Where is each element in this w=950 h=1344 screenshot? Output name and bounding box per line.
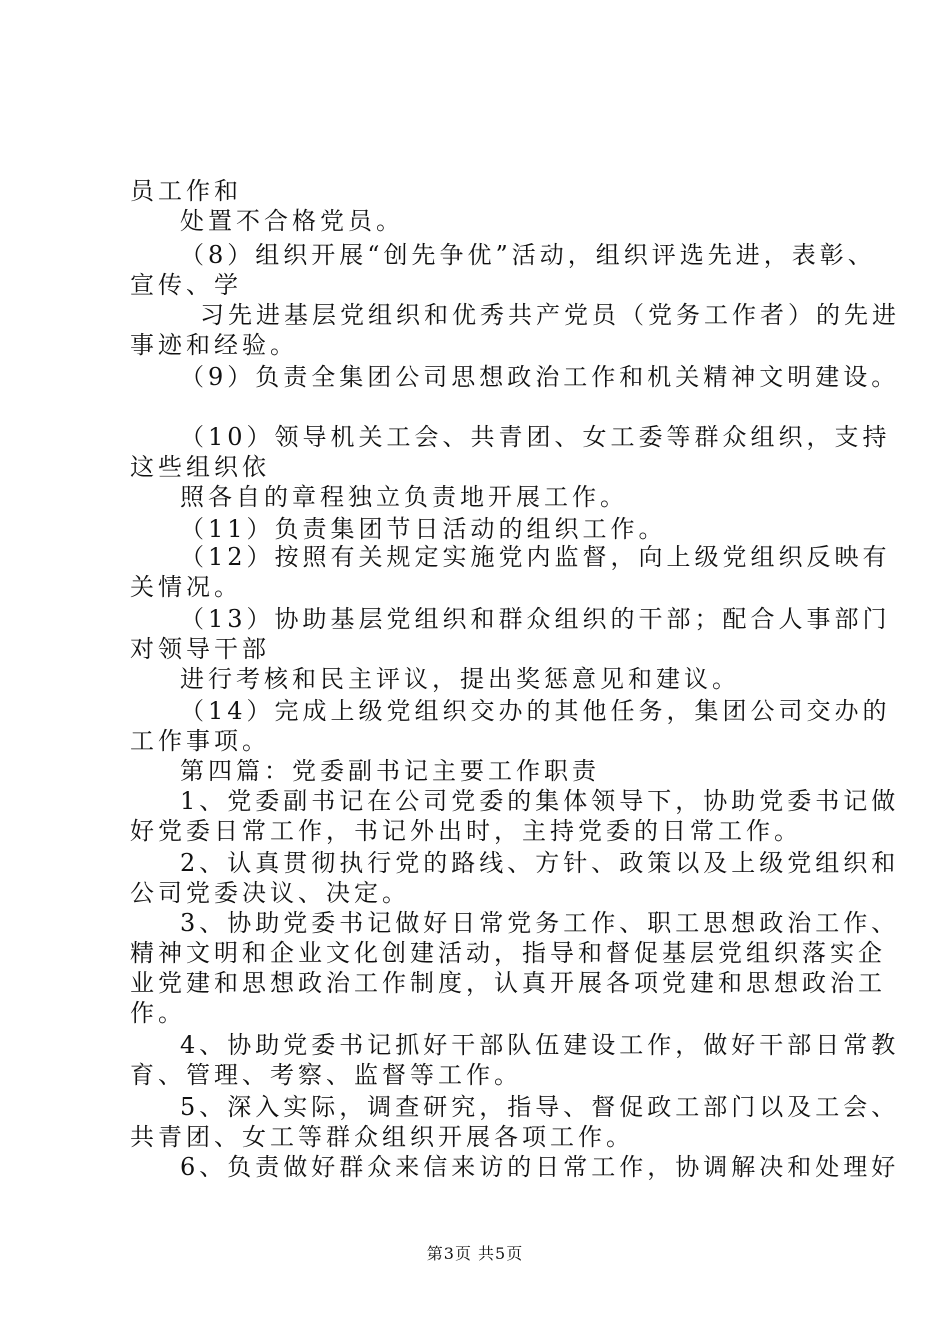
- text-line: 5、深入实际，调查研究，指导、督促政工部门以及工会、: [180, 1093, 900, 1121]
- text-line: （11）负责集团节日活动的组织工作。: [180, 515, 667, 543]
- text-line: （14）完成上级党组织交办的其他任务，集团公司交办的: [180, 697, 891, 725]
- text-line: 6、负责做好群众来信来访的日常工作，协调解决和处理好: [180, 1153, 900, 1181]
- text-line: 照各自的章程独立负责地开展工作。: [180, 483, 628, 511]
- text-line: 处置不合格党员。: [180, 207, 404, 235]
- text-line: 育、管理、考察、监督等工作。: [130, 1061, 522, 1089]
- text-line: 宣传、学: [130, 271, 242, 299]
- text-line: （12）按照有关规定实施党内监督，向上级党组织反映有: [180, 543, 891, 571]
- text-line: 1、党委副书记在公司党委的集体领导下，协助党委书记做: [180, 787, 900, 815]
- text-line: （13）协助基层党组织和群众组织的干部；配合人事部门: [180, 605, 891, 633]
- text-line: 关情况。: [130, 573, 242, 601]
- text-line: 业党建和思想政治工作制度，认真开展各项党建和思想政治工: [130, 969, 886, 997]
- section-heading: 第四篇：党委副书记主要工作职责: [180, 757, 600, 785]
- text-line: （10）领导机关工会、共青团、女工委等群众组织，支持: [180, 423, 891, 451]
- text-line: 3、协助党委书记做好日常党务工作、职工思想政治工作、: [180, 909, 900, 937]
- text-line: 工作事项。: [130, 727, 270, 755]
- text-line: 共青团、女工等群众组织开展各项工作。: [130, 1123, 634, 1151]
- text-line: 好党委日常工作，书记外出时，主持党委的日常工作。: [130, 817, 802, 845]
- text-line: 4、协助党委书记抓好干部队伍建设工作，做好干部日常教: [180, 1031, 900, 1059]
- text-line: 公司党委决议、决定。: [130, 879, 410, 907]
- text-line: 习先进基层党组织和优秀共产党员（党务工作者）的先进: [200, 301, 900, 329]
- text-line: 对领导干部: [130, 635, 270, 663]
- text-line: 员工作和: [130, 177, 242, 205]
- text-line: 事迹和经验。: [130, 331, 298, 359]
- text-line: 作。: [130, 999, 186, 1027]
- page-number-footer: 第3页 共5页: [426, 1244, 524, 1263]
- text-line: 2、认真贯彻执行党的路线、方针、政策以及上级党组织和: [180, 849, 900, 877]
- text-line: （9）负责全集团公司思想政治工作和机关精神文明建设。: [180, 363, 900, 391]
- text-line: 精神文明和企业文化创建活动，指导和督促基层党组织落实企: [130, 939, 886, 967]
- text-line: 进行考核和民主评议，提出奖惩意见和建议。: [180, 665, 740, 693]
- text-line: （8）组织开展“创先争优”活动，组织评选先进，表彰、: [180, 241, 876, 269]
- text-line: 这些组织依: [130, 453, 270, 481]
